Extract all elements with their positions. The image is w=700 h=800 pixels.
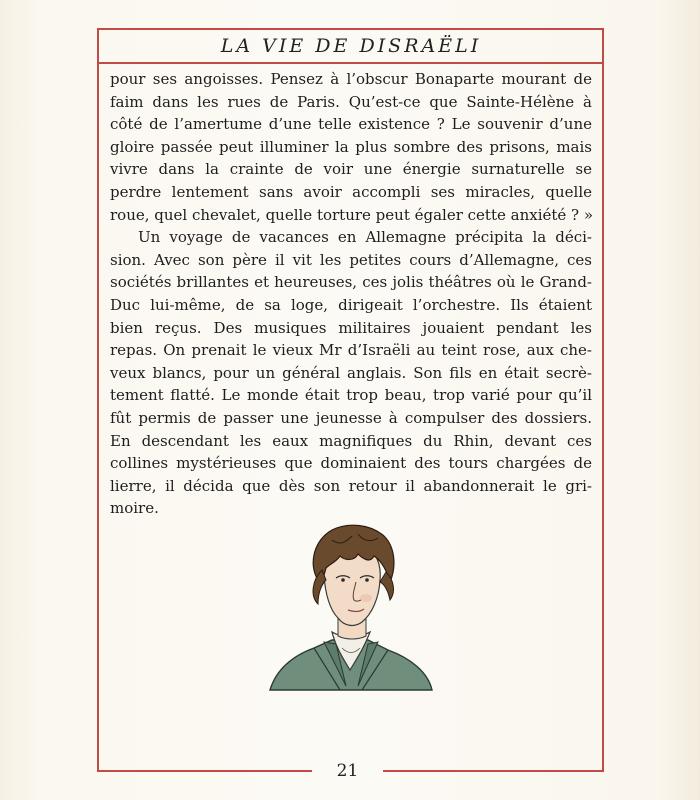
text-line: collines mystérieuses que dominaient des tours chargées de — [110, 454, 592, 473]
text-line: côté de l’amertume d’une telle existence ? Le souvenir d’une — [110, 115, 592, 134]
page-number: 21 — [336, 761, 359, 781]
frame-bottom-rule-left — [97, 770, 312, 772]
header-rule — [97, 62, 604, 64]
text-line: bien reçus. Des musiques militaires jouaient pendant les — [110, 318, 592, 337]
text-line: Duc lui-même, de sa loge, dirigeait l’orchestre. Ils étaient — [110, 295, 592, 314]
text-line: veux blancs, pour un général anglais. Son fils en était secrè- — [110, 363, 592, 382]
text-line: repas. On prenait le vieux Mr d’Israëli au teint rose, aux che- — [110, 341, 592, 360]
portrait-illustration — [262, 520, 438, 692]
frame-bottom-rule-right — [383, 770, 604, 772]
text-line: lierre, il décida que dès son retour il abandonnerait le gri- — [110, 476, 592, 495]
text-line: sociétés brillantes et heureuses, ces jolis théâtres où le Grand- — [110, 273, 592, 292]
running-head: LA VIE DE DISRAËLI — [220, 35, 482, 57]
text-line: sion. Avec son père il vit les petites cours d’Allemagne, ces — [110, 250, 592, 269]
text-line: Un voyage de vacances en Allemagne précipita la déci- — [138, 228, 592, 247]
text-line: tement flatté. Le monde était trop beau, trop varié pour qu’il — [110, 386, 592, 405]
text-line: faim dans les rues de Paris. Qu’est-ce que Sainte-Hélène à — [110, 92, 592, 111]
text-line: vivre dans la crainte de voir une énergie surnaturelle se — [110, 160, 592, 179]
text-line: pour ses angoisses. Pensez à l’obscur Bonaparte mourant de — [110, 70, 592, 88]
text-line: perdre lentement sans avoir accompli ses miracles, quelle — [110, 182, 592, 201]
text-line: roue, quel chevalet, quelle torture peut égaler cette anxiété ? » — [110, 205, 594, 224]
frame-left-rule — [97, 28, 99, 772]
text-line: gloire passée peut illuminer la plus sombre des prisons, mais — [110, 137, 592, 156]
text-line: moire. — [110, 499, 159, 518]
text-line: En descendant les eaux magnifiques du Rhin, devant ces — [110, 431, 592, 450]
frame-right-rule — [602, 28, 604, 772]
text-line: fût permis de passer une jeunesse à compulser des dossiers. — [110, 408, 592, 427]
body-text — [110, 68, 592, 520]
